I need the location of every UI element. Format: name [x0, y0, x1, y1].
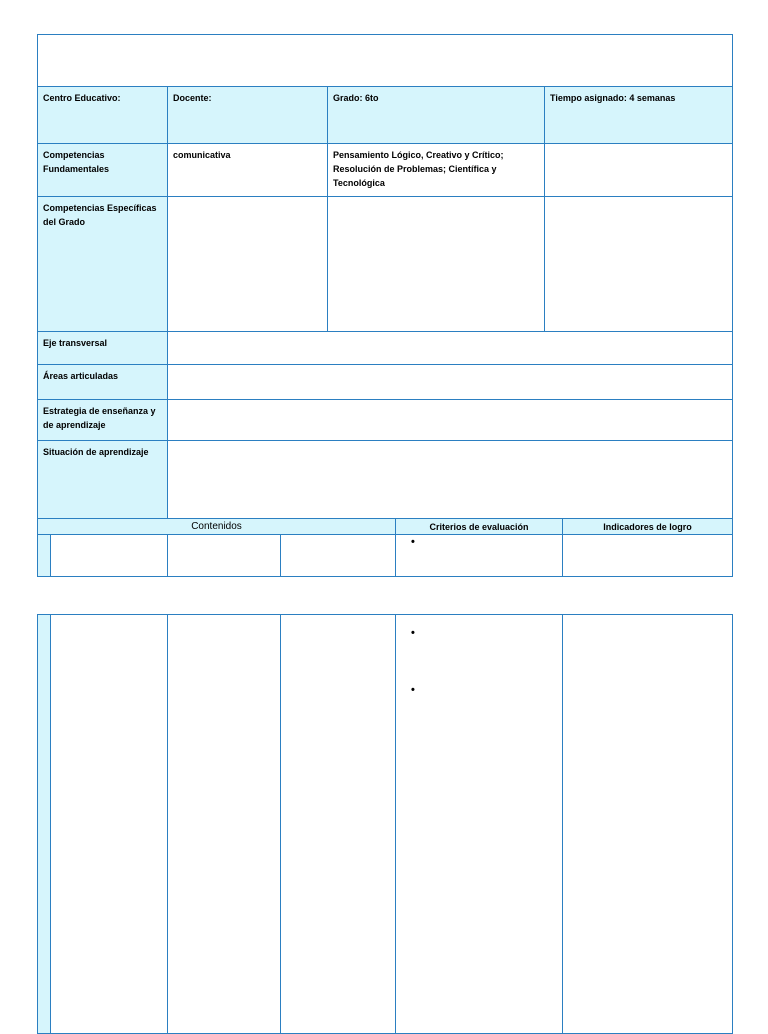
- tiempo-asignado-label: Tiempo asignado: 4 semanas: [550, 93, 676, 103]
- planning-form-page-2: [37, 614, 733, 1034]
- tiempo-asignado-cell: [544, 86, 733, 144]
- docente-cell: [167, 86, 328, 144]
- competencias-fundamentales-label: Competencias Fundamentales: [43, 150, 110, 174]
- competencias-fundamentales-label-cell: [37, 143, 168, 197]
- indicadores-cell: [562, 614, 733, 1034]
- table-margin-cell: [37, 534, 51, 577]
- competencias-especificas-col2: [327, 196, 545, 332]
- competencia-comunicativa-text: comunicativa: [173, 150, 231, 160]
- indicadores-header: [562, 518, 733, 535]
- title-row: [37, 34, 733, 87]
- areas-articuladas-label-cell: [37, 364, 168, 400]
- competencia-pensamiento-cell: [327, 143, 545, 197]
- criterios-cell: [395, 614, 563, 1034]
- situacion-label-cell: [37, 440, 168, 519]
- contenidos-header-label: Contenidos: [191, 521, 242, 532]
- estrategia-label-cell: [37, 399, 168, 441]
- contenidos-col1-cell: [50, 534, 168, 577]
- docente-label: Docente:: [173, 93, 212, 103]
- criterios-header-label: Criterios de evaluación: [429, 522, 529, 532]
- contenidos-col3-cell: [280, 614, 396, 1034]
- competencia-fundamental-empty-cell: [544, 143, 733, 197]
- indicadores-header-label: Indicadores de logro: [603, 522, 692, 532]
- criterios-bullet: •: [411, 684, 415, 696]
- eje-transversal-label-cell: [37, 331, 168, 365]
- centro-educativo-label: Centro Educativo:: [43, 93, 121, 103]
- situacion-label: Situación de aprendizaje: [43, 447, 149, 457]
- grado-label: Grado: 6to: [333, 93, 379, 103]
- competencias-especificas-col1: [167, 196, 328, 332]
- eje-transversal-value-cell: [167, 331, 733, 365]
- competencia-pensamiento-text: Pensamiento Lógico, Creativo y Crítico; Resolución de Problemas; Científica y Tecnológica: [333, 150, 504, 188]
- criterios-bullet: •: [411, 627, 415, 639]
- planning-form-page-1: [37, 34, 733, 577]
- areas-articuladas-label: Áreas articuladas: [43, 371, 119, 381]
- competencias-especificas-label: Competencias Específicas del Grado: [43, 203, 157, 227]
- criterios-bullet: •: [411, 536, 415, 548]
- contenidos-header: [37, 518, 396, 535]
- contenidos-col2-cell: [167, 614, 281, 1034]
- contenidos-col2-cell: [167, 534, 281, 577]
- table-margin-cell: [37, 614, 51, 1034]
- competencia-comunicativa-cell: [167, 143, 328, 197]
- areas-articuladas-value-cell: [167, 364, 733, 400]
- criterios-header: [395, 518, 563, 535]
- estrategia-value-cell: [167, 399, 733, 441]
- competencias-especificas-col3: [544, 196, 733, 332]
- grado-cell: [327, 86, 545, 144]
- estrategia-label: Estrategia de enseñanza y de aprendizaje: [43, 406, 156, 430]
- criterios-cell: [395, 534, 563, 577]
- situacion-value-cell: [167, 440, 733, 519]
- competencias-especificas-label-cell: [37, 196, 168, 332]
- eje-transversal-label: Eje transversal: [43, 338, 108, 348]
- contenidos-col1-cell: [50, 614, 168, 1034]
- centro-educativo-cell: [37, 86, 168, 144]
- indicadores-cell: [562, 534, 733, 577]
- contenidos-col3-cell: [280, 534, 396, 577]
